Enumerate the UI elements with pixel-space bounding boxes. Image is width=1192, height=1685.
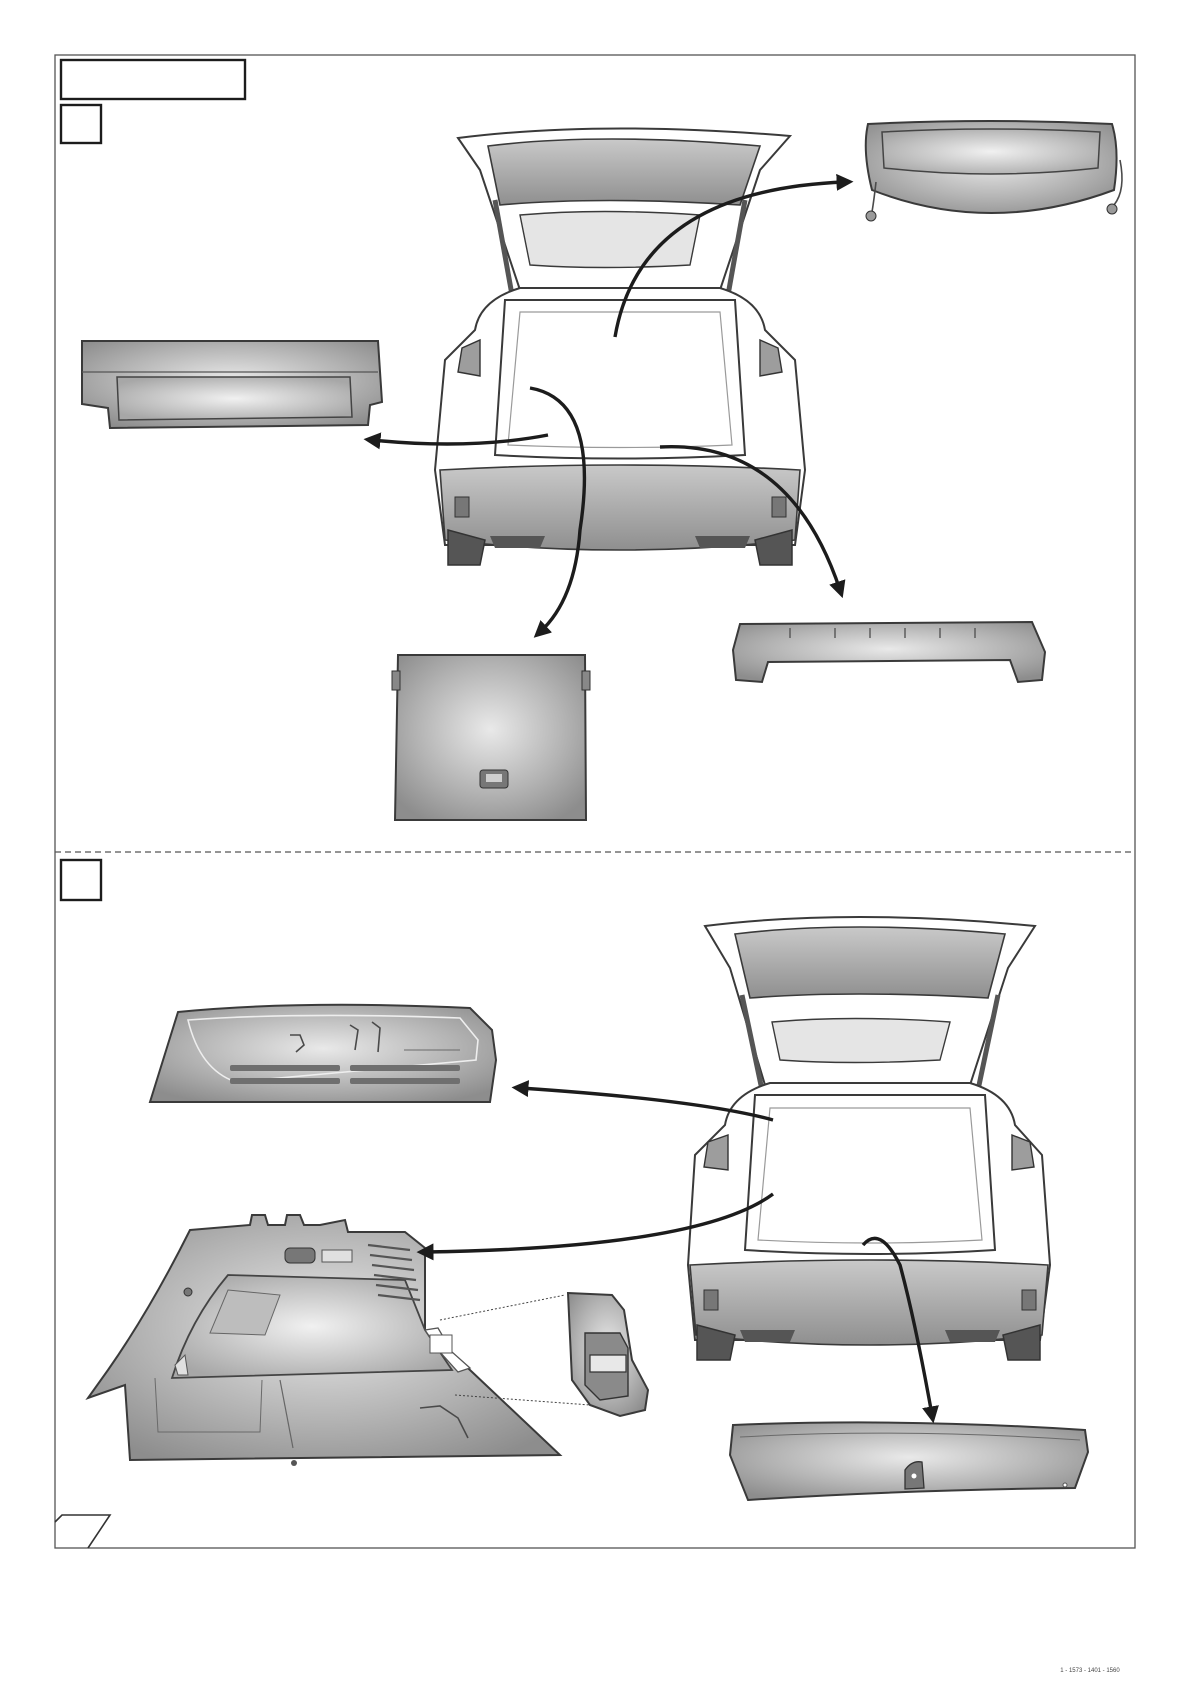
part-rear-sill-cover (730, 1422, 1088, 1500)
corner-tab (55, 1515, 110, 1548)
part-rear-parcel-shelf-lower (82, 341, 382, 428)
section-b-car (688, 917, 1050, 1360)
footer-code: 1 - 1573 - 1401 - 1560 (1060, 1668, 1120, 1674)
part-boot-floor-panel (392, 655, 590, 820)
part-boot-sill-trim (733, 622, 1045, 682)
part-rear-parcel-shelf-upper (866, 121, 1122, 221)
step-a-box (61, 105, 101, 143)
section-a-car (435, 128, 805, 565)
part-lower-side-trim-panel (88, 1215, 560, 1466)
header-label-box (61, 60, 245, 99)
part-upper-side-trim-panel (150, 1005, 496, 1102)
step-b-box (61, 860, 101, 900)
